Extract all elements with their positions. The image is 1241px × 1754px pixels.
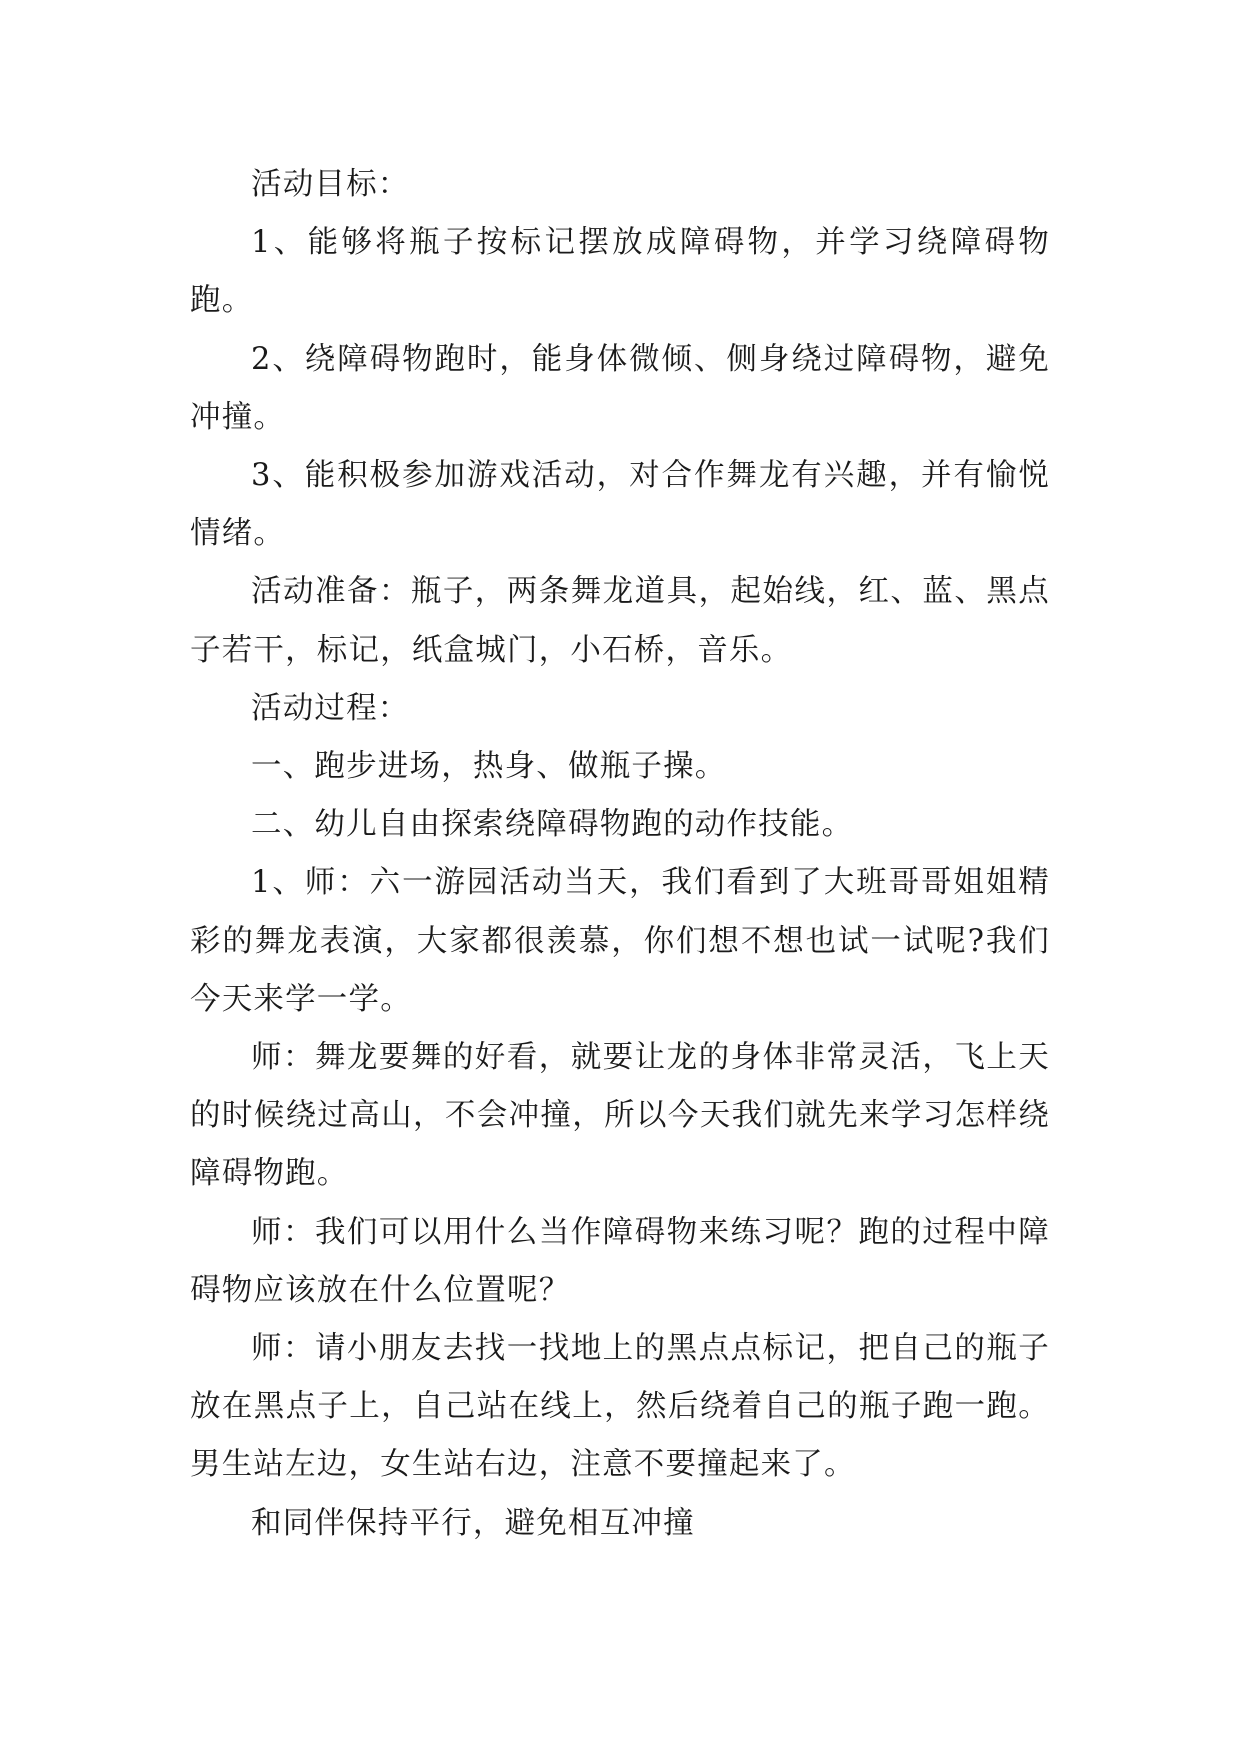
paragraph-goal-3: 3、能积极参加游戏活动，对合作舞龙有兴趣，并有愉悦情绪。 [190, 458, 1050, 552]
paragraph-teacher-question: 师：我们可以用什么当作障碍物来练习呢？跑的过程中障碍物应该放在什么位置呢？ [190, 1214, 1050, 1308]
paragraph-keep-parallel: 和同伴保持平行，避免相互冲撞 [251, 1505, 695, 1541]
paragraph-activity-process-heading: 活动过程： [251, 690, 410, 726]
document-body [190, 156, 1050, 1553]
paragraph-teacher-intro: 1、师：六一游园活动当天，我们看到了大班哥哥姐姐精彩的舞龙表演，大家都很羡慕，你们想不想也试一试呢?我们今天来学一学。 [190, 865, 1050, 1017]
paragraph-teacher-instruction: 师：请小朋友去找一找地上的黑点点标记，把自己的瓶子放在黑点子上，自己站在线上，然后绕着自己的瓶子跑一跑。男生站左边，女生站右边，注意不要撞起来了。 [190, 1331, 1050, 1483]
paragraph-teacher-dragon: 师：舞龙要舞的好看，就要让龙的身体非常灵活，飞上天的时候绕过高山，不会冲撞，所以今天我们就先来学习怎样绕障碍物跑。 [190, 1040, 1050, 1192]
paragraph-goal-2: 2、绕障碍物跑时，能身体微倾、侧身绕过障碍物，避免冲撞。 [190, 341, 1050, 435]
paragraph-activity-preparation: 活动准备：瓶子，两条舞龙道具，起始线，红、蓝、黑点子若干，标记，纸盒城门，小石桥，音乐。 [190, 574, 1050, 668]
paragraph-activity-goals-heading: 活动目标： [251, 167, 410, 202]
paragraph-step-2: 二、幼儿自由探索绕障碍物跑的动作技能。 [251, 807, 854, 843]
paragraph-goal-1: 1、能够将瓶子按标记摆放成障碍物，并学习绕障碍物跑。 [190, 225, 1050, 319]
paragraph-step-1: 一、跑步进场，热身、做瓶子操。 [251, 749, 727, 785]
